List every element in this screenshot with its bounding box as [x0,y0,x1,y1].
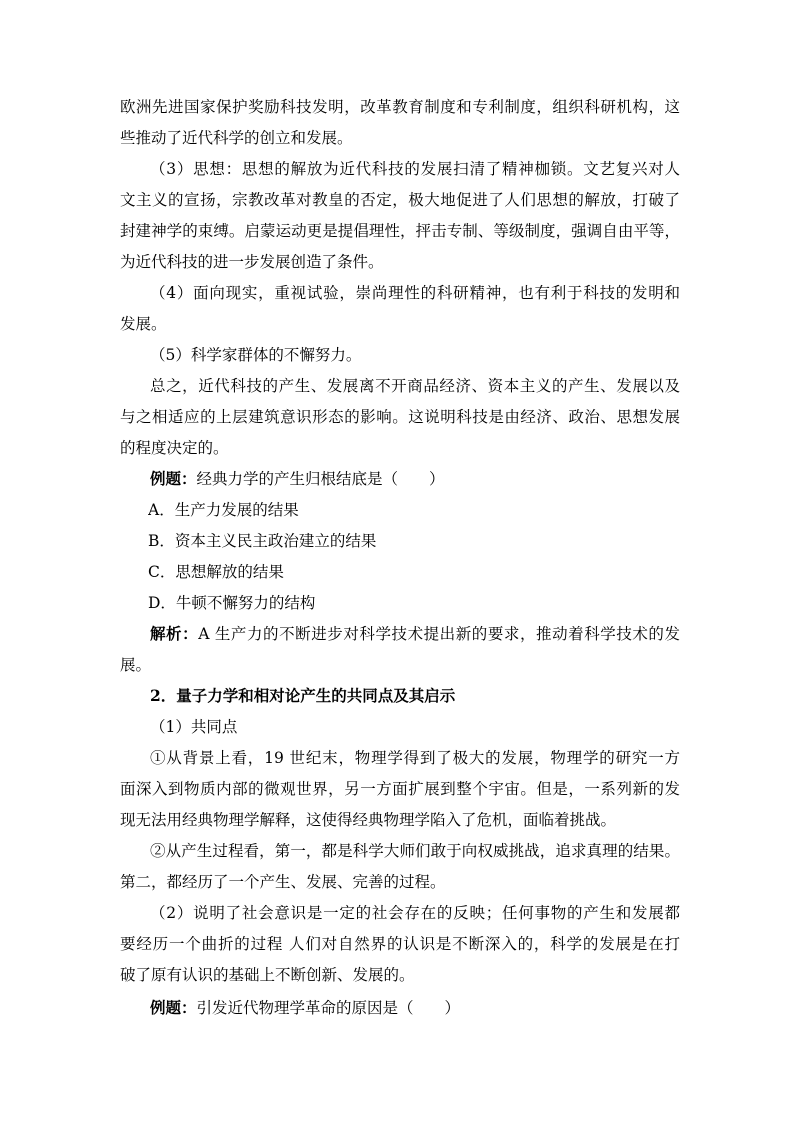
option-d: D．牛顿不懈努力的结构 [148,594,316,612]
example-label: 例题： [150,469,197,488]
option-b: B．资本主义民主政治建立的结果 [148,532,377,550]
section-heading: 2．量子力学和相对论产生的共同点及其启示 [150,686,456,705]
analysis-text: A 生产力的不断进步对科学技术提出新的要求，推动着科学技术的发 [198,625,680,643]
text-line: 欧洲先进国家保护奖励科技发明，改革教育制度和专利制度，组织科研机构，这 [120,98,680,116]
text-line: 封建神学的束缚。启蒙运动更是提倡理性，抨击专制、等级制度，强调自由平等， [120,222,680,240]
text-line: 现无法用经典物理学解释，这使得经典物理学陷入了危机，面临着挑战。 [120,811,617,829]
example-question [150,469,680,489]
text-line: 文主义的宣扬，宗教改革对教皇的否定，极大地促进了人们思想的解放，打破了 [120,191,680,209]
text-line: 展。 [120,656,152,674]
text-line: （5）科学家群体的不懈努力。 [150,346,362,364]
text-line: 与之相适应的上层建筑意识形态的影响。这说明科技是由经济、政治、思想发展 [120,408,680,426]
example-question [150,998,680,1018]
option-a: A．生产力发展的结果 [148,501,299,519]
text-line: （3）思想：思想的解放为近代科技的发展扫清了精神枷锁。文艺复兴对人 [150,160,680,178]
text-line: 第二，都经历了一个产生、发展、完善的过程。 [120,873,446,891]
text-line: （2）说明了社会意识是一定的社会存在的反映；任何事物的产生和发展都 [150,904,680,922]
example-label: 例题： [150,998,197,1017]
text-line: ②从产生过程看，第一，都是科学大师们敢于向权威挑战，追求真理的结果。 [150,842,680,860]
text-line: （4）面向现实，重视试验，崇尚理性的科研精神，也有利于科技的发明和 [150,284,680,302]
text-line: ①从背景上看，19 世纪末，物理学得到了极大的发展，物理学的研究一方 [150,749,680,767]
text-line: （1）共同点 [150,718,238,736]
text-line: 些推动了近代科学的创立和发展。 [120,129,353,147]
example-text: 引发近代物理学革命的原因是（ ） [196,999,461,1017]
text-line: 发展。 [120,315,167,333]
text-line: 为近代科技的进一步发展创造了条件。 [120,253,384,271]
example-text: 经典力学的产生归根结底是（ ） [196,470,445,488]
text-line: 破了原有认识的基础上不断创新、发展的。 [120,966,415,984]
text-line: 要经历一个曲折的过程 人们对自然界的认识是不断深入的，科学的发展是在打 [120,935,680,953]
option-c: C．思想解放的结果 [148,563,284,581]
text-line: 面深入到物质内部的微观世界，另一方面扩展到整个宇宙。但是，一系列新的发 [120,780,680,798]
text-line: 的程度决定的。 [120,439,229,457]
analysis-line [150,624,680,644]
text-line: 总之，近代科技的产生、发展离不开商品经济、资本主义的产生、发展以及 [150,377,680,395]
analysis-label: 解析： [150,624,199,643]
